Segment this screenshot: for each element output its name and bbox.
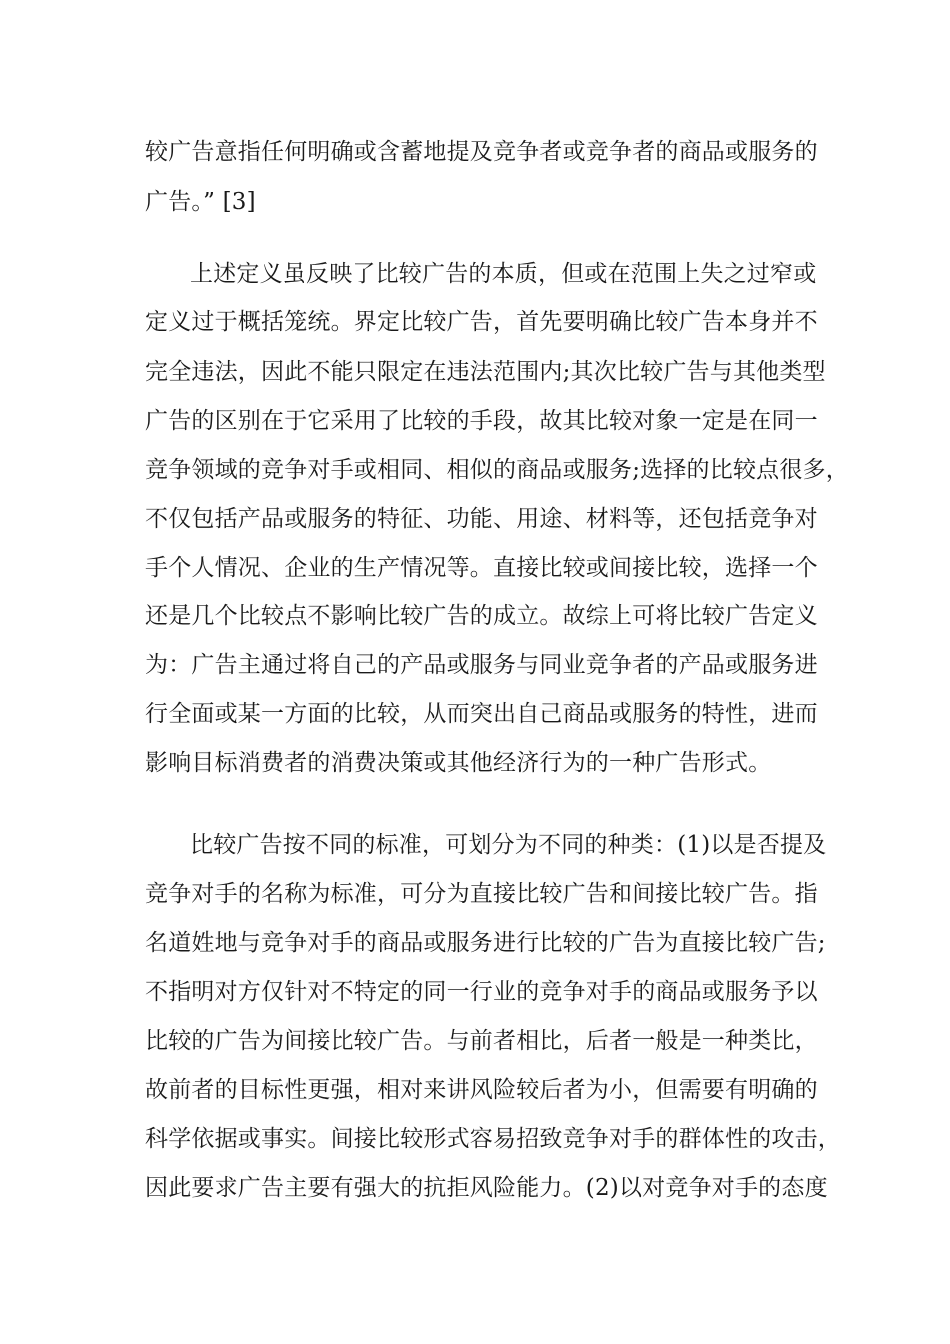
text-line: 名道姓地与竞争对手的商品或服务进行比较的广告为直接比较广告; — [145, 930, 826, 956]
text-line: 手个人情况、企业的生产情况等。直接比较或间接比较，选择一个 — [145, 555, 818, 581]
text-line: 较广告意指任何明确或含蓄地提及竞争者或竞争者的商品或服务的 — [145, 139, 818, 165]
text-line: 不仅包括产品或服务的特征、功能、用途、材料等，还包括竞争对 — [145, 506, 818, 532]
text-line: 不指明对方仅针对不特定的同一行业的竞争对手的商品或服务予以 — [145, 979, 818, 1005]
text-line: 定义过于概括笼统。界定比较广告，首先要明确比较广告本身并不 — [145, 309, 818, 335]
text-line: 竞争对手的名称为标准，可分为直接比较广告和间接比较广告。指 — [145, 881, 818, 907]
text-line: 完全违法，因此不能只限定在违法范围内;其次比较广告与其他类型 — [145, 359, 826, 385]
text-line: 广告的区别在于它采用了比较的手段，故其比较对象一定是在同一 — [145, 408, 818, 434]
text-line: 比较广告按不同的标准，可划分为不同的种类：(1)以是否提及 — [190, 832, 827, 858]
text-line: 比较的广告为间接比较广告。与前者相比，后者一般是一种类比， — [145, 1028, 818, 1054]
text-line: 影响目标消费者的消费决策或其他经济行为的一种广告形式。 — [145, 750, 772, 776]
text-line: 广告。” [3] — [145, 189, 256, 215]
text-line: 竞争领域的竞争对手或相同、相似的商品或服务;选择的比较点很多， — [145, 457, 849, 483]
text-line: 科学依据或事实。间接比较形式容易招致竞争对手的群体性的攻击， — [145, 1126, 841, 1152]
text-line: 因此要求广告主要有强大的抗拒风险能力。(2)以对竞争对手的态度 — [145, 1175, 828, 1201]
text-line: 行全面或某一方面的比较，从而突出自己商品或服务的特性，进而 — [145, 701, 818, 727]
text-line: 上述定义虽反映了比较广告的本质，但或在范围上失之过窄或 — [190, 261, 817, 287]
text-line: 故前者的目标性更强，相对来讲风险较后者为小，但需要有明确的 — [145, 1077, 818, 1103]
text-line: 还是几个比较点不影响比较广告的成立。故综上可将比较广告定义 — [145, 603, 818, 629]
text-line: 为：广告主通过将自己的产品或服务与同业竞争者的产品或服务进 — [145, 652, 818, 678]
